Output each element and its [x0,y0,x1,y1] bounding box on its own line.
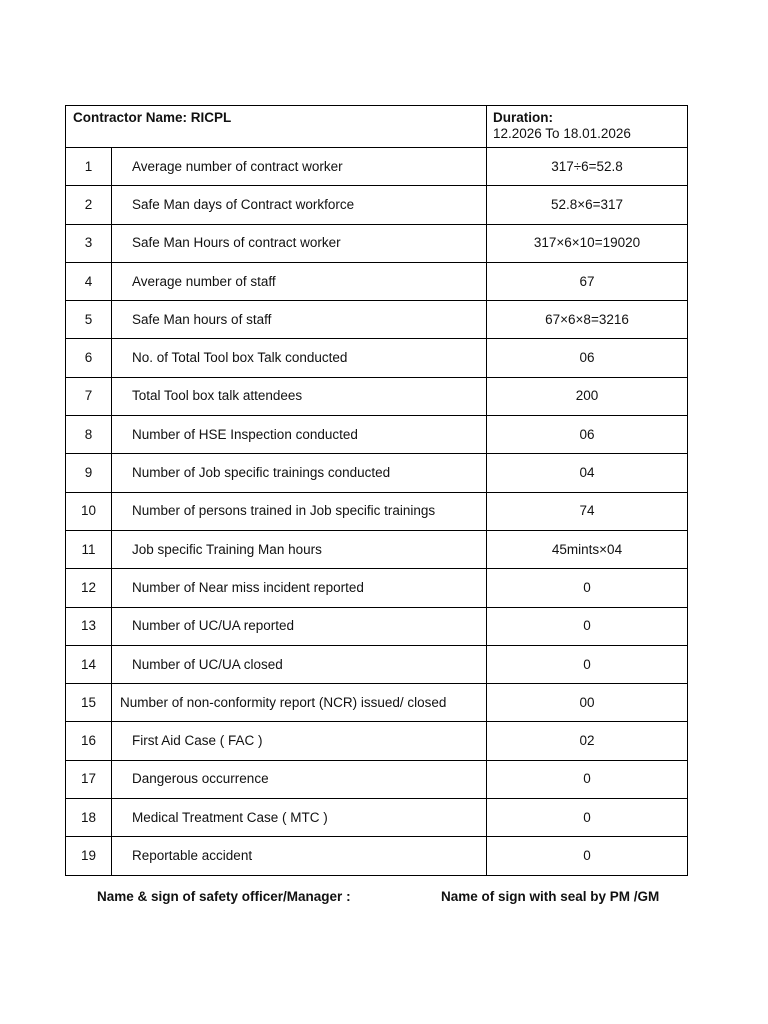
row-value: 04 [487,454,688,492]
table-row [66,684,688,722]
row-description: Number of UC/UA reported [112,607,487,645]
row-description: First Aid Case ( FAC ) [112,722,487,760]
row-number: 12 [66,569,112,607]
row-description: Number of Near miss incident reported [112,569,487,607]
signature-footer [0,889,768,909]
row-value: 67 [487,262,688,300]
row-value: 74 [487,492,688,530]
row-value: 67×6×8=3216 [487,301,688,339]
row-description: Number of UC/UA closed [112,645,487,683]
table-row [66,837,688,875]
row-value: 52.8×6=317 [487,186,688,224]
row-description: Number of persons trained in Job specific trainings [112,492,487,530]
table-row [66,301,688,339]
row-number: 18 [66,799,112,837]
safety-report-table [65,105,688,876]
row-number: 19 [66,837,112,875]
row-value: 06 [487,339,688,377]
table-row [66,224,688,262]
row-description: No. of Total Tool box Talk conducted [112,339,487,377]
pm-gm-signature-label: Name of sign with seal by PM /GM [441,889,660,904]
row-number: 1 [66,148,112,186]
row-description: Number of Job specific trainings conducted [112,454,487,492]
row-description: Dangerous occurrence [112,760,487,798]
table-row [66,799,688,837]
row-description: Safe Man Hours of contract worker [112,224,487,262]
row-number: 11 [66,530,112,568]
report-body [66,106,688,876]
row-value: 45mints×04 [487,530,688,568]
row-value: 0 [487,607,688,645]
row-value: 0 [487,799,688,837]
row-number: 17 [66,760,112,798]
row-value: 0 [487,569,688,607]
row-number: 7 [66,377,112,415]
row-number: 10 [66,492,112,530]
row-description: Reportable accident [112,837,487,875]
row-description: Number of non-conformity report (NCR) issued/ closed [112,684,487,722]
row-number: 3 [66,224,112,262]
table-row [66,645,688,683]
duration-value: 12.2026 To 18.01.2026 [493,126,631,141]
safety-officer-signature-label: Name & sign of safety officer/Manager : [97,889,351,904]
row-value: 06 [487,416,688,454]
row-number: 16 [66,722,112,760]
table-row [66,262,688,300]
row-description: Average number of contract worker [112,148,487,186]
contractor-name: Contractor Name: RICPL [66,106,487,148]
table-row [66,339,688,377]
row-number: 9 [66,454,112,492]
table-row [66,148,688,186]
table-row [66,722,688,760]
row-value: 317÷6=52.8 [487,148,688,186]
row-value: 02 [487,722,688,760]
table-row [66,186,688,224]
row-number: 8 [66,416,112,454]
row-number: 6 [66,339,112,377]
row-value: 0 [487,645,688,683]
row-number: 15 [66,684,112,722]
table-row [66,569,688,607]
row-description: Job specific Training Man hours [112,530,487,568]
row-description: Safe Man days of Contract workforce [112,186,487,224]
duration-label: Duration: [493,110,553,125]
table-row [66,454,688,492]
duration-cell [487,106,688,148]
row-number: 14 [66,645,112,683]
row-number: 4 [66,262,112,300]
table-row [66,530,688,568]
row-number: 13 [66,607,112,645]
row-value: 0 [487,760,688,798]
row-description: Medical Treatment Case ( MTC ) [112,799,487,837]
row-value: 00 [487,684,688,722]
table-row [66,760,688,798]
row-value: 0 [487,837,688,875]
header-row [66,106,688,148]
table-row [66,492,688,530]
row-description: Average number of staff [112,262,487,300]
table-row [66,607,688,645]
row-description: Number of HSE Inspection conducted [112,416,487,454]
row-value: 200 [487,377,688,415]
row-description: Total Tool box talk attendees [112,377,487,415]
row-value: 317×6×10=19020 [487,224,688,262]
table-row [66,377,688,415]
row-description: Safe Man hours of staff [112,301,487,339]
table-row [66,416,688,454]
row-number: 5 [66,301,112,339]
row-number: 2 [66,186,112,224]
